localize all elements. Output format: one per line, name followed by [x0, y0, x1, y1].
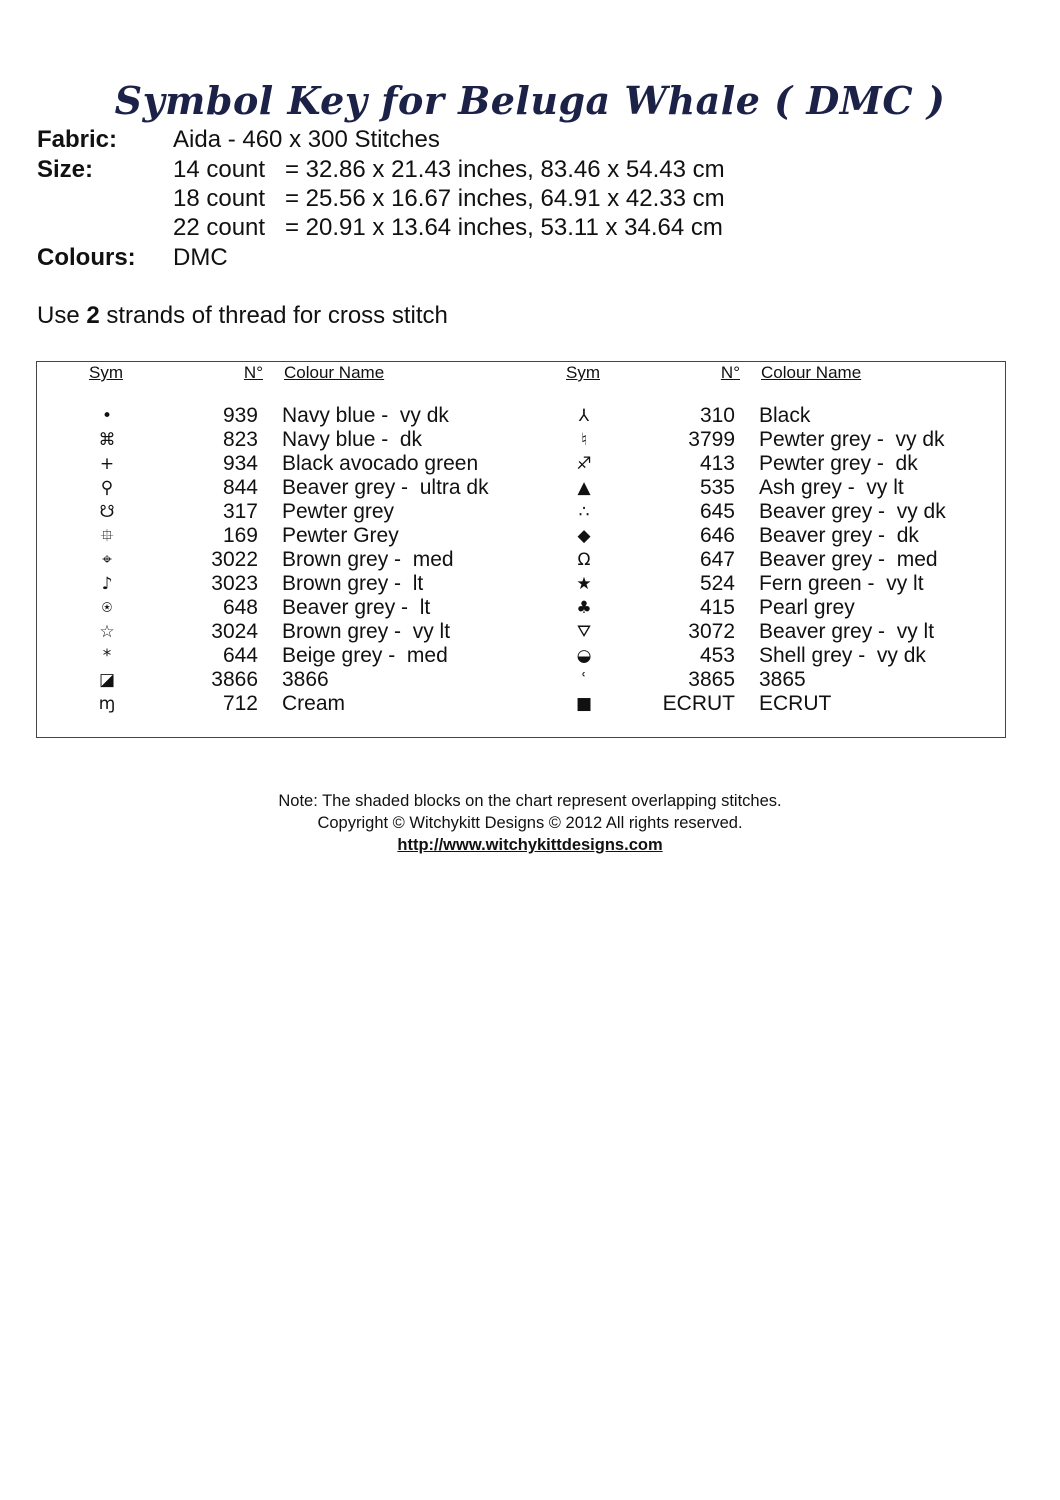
colour-name: Black — [759, 404, 811, 427]
key-row — [514, 596, 994, 620]
key-row — [37, 548, 517, 572]
symbol-icon: ♐ — [576, 454, 592, 474]
size-value — [173, 213, 723, 242]
colour-name: Pewter grey — [282, 500, 395, 523]
size-label: Size: — [37, 156, 94, 183]
colour-name: Cream — [282, 692, 346, 715]
symbol-icon: ◆ — [577, 526, 591, 546]
key-column-left — [37, 362, 517, 737]
key-row — [514, 404, 994, 428]
key-row — [37, 500, 517, 524]
strands-count: 2 — [86, 302, 100, 329]
symbol-icon: ʿ — [581, 670, 587, 690]
symbol-icon: • — [101, 406, 113, 426]
colour-name: Brown grey - vy lt — [282, 620, 451, 643]
colour-name: Ash grey - vy lt — [759, 476, 904, 499]
colour-name: Navy blue - vy dk — [282, 404, 449, 427]
dmc-number: 310 — [699, 404, 735, 427]
symbol-icon: ⛛ — [576, 622, 592, 642]
dmc-number: 317 — [222, 500, 258, 523]
dmc-number: 169 — [222, 524, 258, 547]
key-column-right — [514, 362, 994, 737]
symbol-icon: ⯐ — [100, 526, 114, 546]
symbol-icon: ♪ — [101, 574, 113, 594]
symbol-icon: ▲ — [577, 478, 591, 498]
key-row — [514, 452, 994, 476]
size-value — [173, 155, 725, 184]
colour-name: Brown grey - med — [282, 548, 454, 571]
website-link[interactable]: http://www.witchykittdesigns.com — [397, 836, 663, 854]
key-row — [37, 596, 517, 620]
strands-prefix: Use — [37, 302, 87, 329]
dmc-number: 413 — [699, 452, 735, 475]
colour-name: Beaver grey - vy dk — [759, 500, 946, 523]
key-row — [514, 524, 994, 548]
colour-name: ECRUT — [759, 692, 832, 715]
dmc-number: 3023 — [211, 572, 258, 595]
symbol-icon: ♮ — [580, 430, 588, 450]
dmc-number: 644 — [222, 644, 258, 667]
dmc-number: 3022 — [211, 548, 258, 571]
key-row — [514, 692, 994, 716]
size-dims: = 32.86 x 21.43 inches, 83.46 x 54.43 cm — [285, 156, 725, 183]
symbol-icon: ★ — [576, 574, 592, 594]
dmc-number: 3799 — [688, 428, 735, 451]
key-row — [514, 476, 994, 500]
symbol-icon: ⌖ — [102, 550, 112, 570]
dmc-number: 712 — [222, 692, 258, 715]
symbol-icon: ⚲ — [100, 478, 114, 498]
header-sym: Sym — [566, 363, 600, 382]
symbol-icon: ɱ — [98, 694, 116, 714]
symbol-icon: ■ — [575, 694, 593, 714]
colours-value: DMC — [173, 244, 228, 271]
symbol-key-table — [36, 361, 1006, 738]
colour-name: Beaver grey - vy lt — [759, 620, 935, 643]
size-count: 14 count — [173, 156, 266, 183]
key-rows-right — [514, 404, 994, 716]
header-colour-name: Colour Name — [284, 363, 385, 382]
header-number: N° — [720, 363, 740, 382]
colour-name: Black avocado green — [282, 452, 479, 475]
colour-name: Fern green - vy lt — [759, 572, 924, 595]
size-value — [173, 184, 725, 213]
key-row — [514, 620, 994, 644]
header-number: N° — [243, 363, 263, 382]
symbol-icon: ⅄ — [578, 406, 590, 426]
key-row — [37, 620, 517, 644]
footer-copyright: Copyright © Witchykitt Designs © 2012 All rights reserved. — [317, 814, 743, 832]
colour-name: Pewter Grey — [282, 524, 399, 547]
colours-label: Colours: — [37, 244, 136, 271]
colour-name: Beige grey - med — [282, 644, 448, 667]
key-row — [37, 524, 517, 548]
key-row — [514, 428, 994, 452]
symbol-icon: ☋ — [99, 502, 115, 522]
symbol-icon: ☆ — [99, 622, 115, 642]
symbol-icon: ∴ — [578, 502, 590, 522]
symbol-icon: + — [99, 454, 115, 474]
colour-name: Beaver grey - ultra dk — [282, 476, 489, 499]
key-rows-left — [37, 404, 517, 716]
dmc-number: 844 — [222, 476, 258, 499]
fabric-label: Fabric: — [37, 126, 118, 153]
dmc-number: 3072 — [688, 620, 735, 643]
key-row — [37, 452, 517, 476]
key-row — [37, 428, 517, 452]
symbol-icon: * — [102, 646, 112, 666]
colour-name: Beaver grey - med — [759, 548, 938, 571]
symbol-icon: ♣ — [576, 598, 592, 618]
header-sym: Sym — [89, 363, 123, 382]
key-row — [514, 548, 994, 572]
dmc-number: 648 — [222, 596, 258, 619]
colour-name: 3865 — [759, 668, 806, 691]
dmc-number: 646 — [699, 524, 735, 547]
dmc-number: 535 — [699, 476, 735, 499]
colour-name: Shell grey - vy dk — [759, 644, 926, 667]
colour-name: Beaver grey - lt — [282, 596, 431, 619]
key-row — [37, 692, 517, 716]
page-title: Symbol Key for Beluga Whale ( DMC ) — [114, 78, 946, 123]
footer-note: Note: The shaded blocks on the chart represent overlapping stitches. — [278, 792, 782, 810]
colour-name: Beaver grey - dk — [759, 524, 919, 547]
dmc-number: 415 — [699, 596, 735, 619]
dmc-number: 453 — [699, 644, 735, 667]
header-colour-name: Colour Name — [761, 363, 862, 382]
key-row — [514, 668, 994, 692]
key-row — [514, 572, 994, 596]
strands-suffix: strands of thread for cross stitch — [99, 302, 448, 329]
colour-name: Brown grey - lt — [282, 572, 424, 595]
dmc-number: 934 — [222, 452, 258, 475]
colour-name: Navy blue - dk — [282, 428, 423, 451]
symbol-icon: ◒ — [576, 646, 592, 666]
size-dims: = 25.56 x 16.67 inches, 64.91 x 42.33 cm — [285, 185, 725, 212]
dmc-number: ECRUT — [662, 692, 735, 715]
colour-name: Pewter grey - vy dk — [759, 428, 945, 451]
key-row — [37, 668, 517, 692]
dmc-number: 3865 — [688, 668, 735, 691]
dmc-number: 823 — [222, 428, 258, 451]
symbol-icon: ⍟ — [101, 598, 113, 618]
footer — [0, 790, 1060, 856]
colour-name: Pearl grey — [759, 596, 855, 619]
size-count: 22 count — [173, 214, 266, 241]
key-row — [37, 572, 517, 596]
dmc-number: 3024 — [211, 620, 258, 643]
dmc-number: 939 — [222, 404, 258, 427]
size-dims: = 20.91 x 13.64 inches, 53.11 x 34.64 cm — [285, 214, 723, 241]
dmc-number: 647 — [699, 548, 735, 571]
key-row — [37, 644, 517, 668]
dmc-number: 645 — [699, 500, 735, 523]
symbol-icon: Ω — [577, 550, 591, 570]
key-row — [514, 644, 994, 668]
dmc-number: 3866 — [211, 668, 258, 691]
colour-name: 3866 — [282, 668, 329, 691]
key-row — [37, 404, 517, 428]
key-row — [37, 476, 517, 500]
key-row — [514, 500, 994, 524]
strands-instruction — [37, 302, 448, 330]
dmc-number: 524 — [699, 572, 735, 595]
colour-name: Pewter grey - dk — [759, 452, 918, 475]
symbol-icon: ◪ — [98, 670, 116, 690]
fabric-value: Aida - 460 x 300 Stitches — [173, 126, 440, 153]
size-count: 18 count — [173, 185, 266, 212]
symbol-icon: ⌘ — [98, 430, 116, 450]
